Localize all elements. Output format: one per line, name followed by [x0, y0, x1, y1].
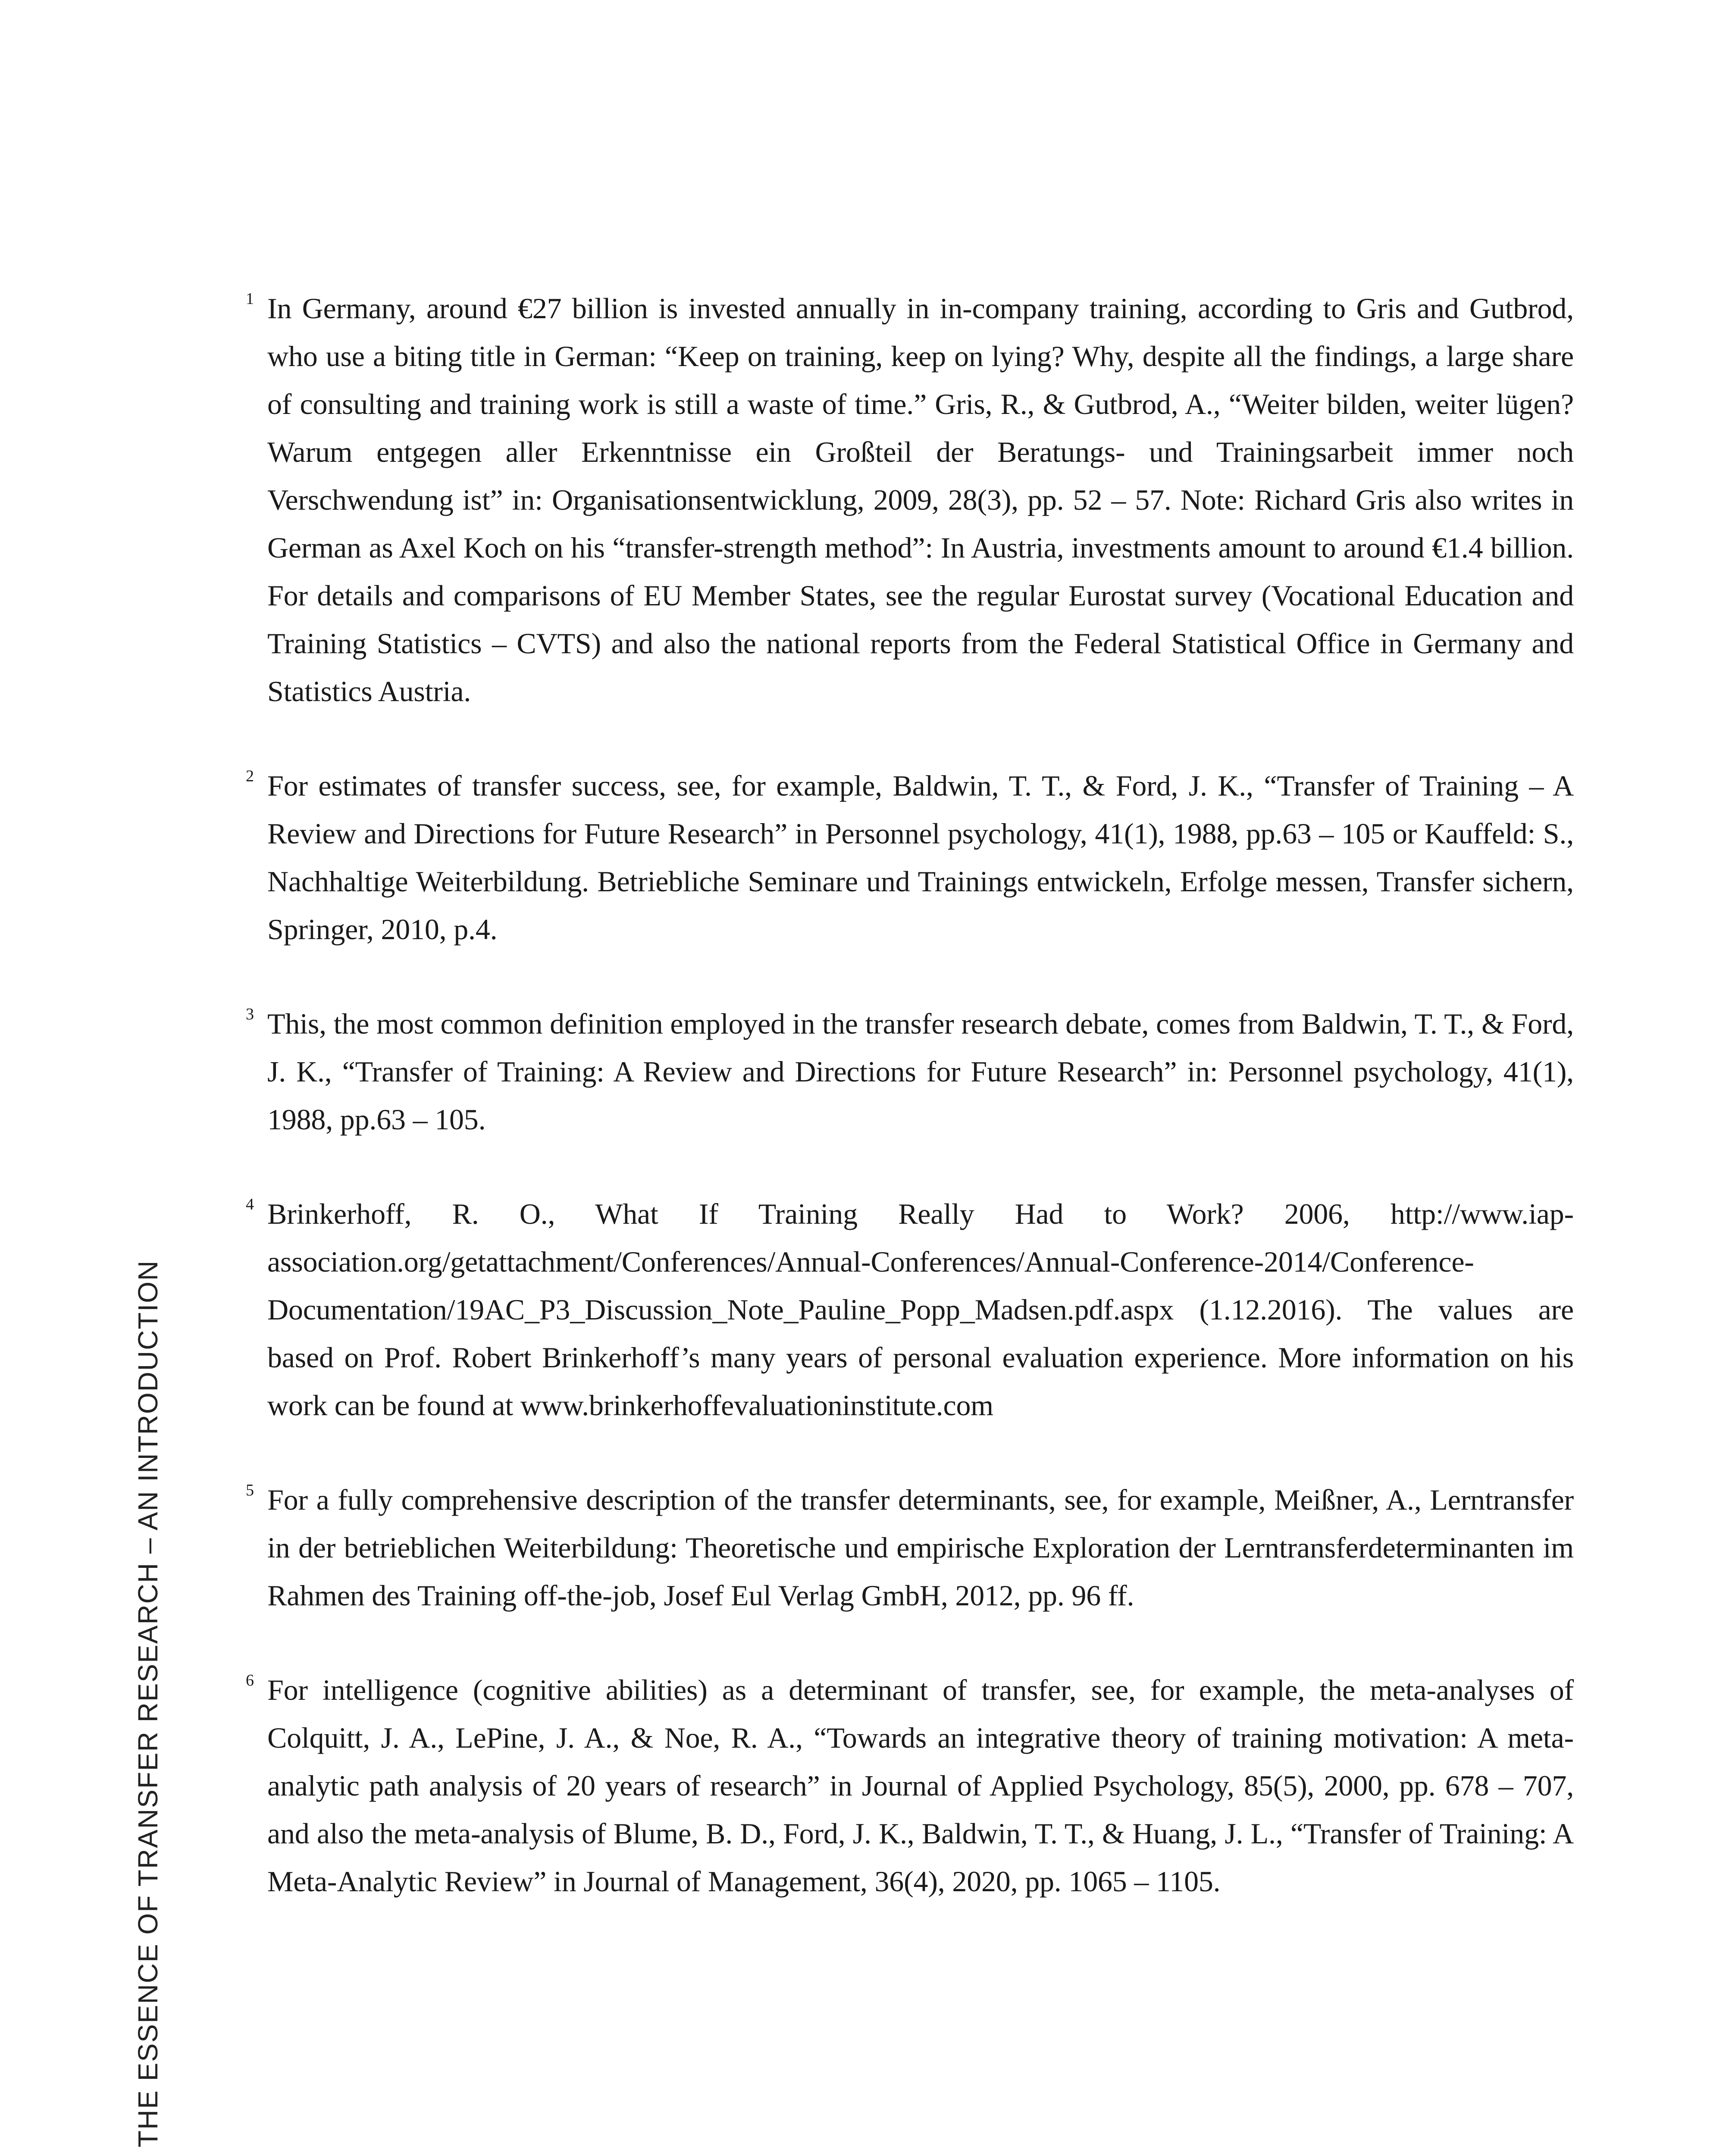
footnote-number: 4: [246, 1195, 254, 1213]
footnote-text: For intelligence (cognitive abilities) as a determinant of transfer, see, for example, the meta-analyses of Colquitt, J. A., LePine, J. A., & Noe, R. A., “Towards an integrative theory of training motivation: A meta-analytic path analysis of 20 years of research” in Journal of Applied Psychology, 85(5), 2000, pp. 678 – 707, and also the meta-analysis of Blume, B. D., Ford, J. K., Baldwin, T. T., & Huang, J. L., “Transfer of Training: A Meta-Analytic Review” in Journal of Management, 36(4), 2020, pp. 1065 – 1105.: [267, 1673, 1574, 1898]
footnote-text: For a fully comprehensive description of the transfer determinants, see, for example, Meißner, A., Lerntransfer in der betrieblichen Weiterbildung: Theoretische und empirische Exploration der Lerntransferdeterminanten im Rahmen des Training off-the-job, Josef Eul Verlag GmbH, 2012, pp. 96 ff.: [267, 1483, 1574, 1612]
footnote-1: [246, 285, 1574, 715]
footnote-number: 6: [246, 1671, 254, 1689]
footnote-text: Brinkerhoff, R. O., What If Training Really Had to Work? 2006, http://www.iap-association.org/getattachment/Conferences/Annual-Conferences/Annual-Conference-2014/Conference-Documentation/19AC_P3_Discussion_Note_Pauline_Popp_Madsen.pdf.aspx (1.12.2016). The values are based on Prof. Robert Brinkerhoff’s many years of personal evaluation experience. More information on his work can be found at www.brinkerhoffevaluationinstitute.com: [267, 1197, 1574, 1422]
footnote-text: This, the most common definition employed in the transfer research debate, comes from Baldwin, T. T., & Ford, J. K., “Transfer of Training: A Review and Directions for Future Research” in: Personnel psychology, 41(1), 1988, pp.63 – 105.: [267, 1007, 1574, 1136]
footnote-text: For estimates of transfer success, see, for example, Baldwin, T. T., & Ford, J. K., “Transfer of Training – A Review and Directions for Future Research” in Personnel psychology, 41(1), 1988, pp.63 – 105 or Kauffeld: S., Nachhaltige Weiterbildung. Betriebliche Seminare und Trainings entwickeln, Erfolge messen, Transfer sichern, Springer, 2010, p.4.: [267, 769, 1574, 946]
footnote-5: [246, 1476, 1574, 1620]
footnote-2: [246, 762, 1574, 953]
footnote-number: 3: [246, 1005, 254, 1023]
footnote-4: [246, 1190, 1574, 1429]
running-head: THE ESSENCE OF TRANSFER RESEARCH – AN INTRODUCTION: [132, 1260, 163, 2147]
footnote-number: 5: [246, 1481, 254, 1499]
footnote-6: [246, 1666, 1574, 1905]
footnote-number: 1: [246, 290, 254, 308]
footnote-text: In Germany, around €27 billion is invested annually in in-company training, according to Gris and Gutbrod, who use a biting title in German: “Keep on training, keep on lying? Why, despite all the findings, a large share of consulting and training work is still a waste of time.” Gris, R., & Gutbrod, A., “Weiter bilden, weiter lügen? Warum entgegen aller Erkenntnisse ein Großteil der Beratungs- und Trainingsarbeit immer noch Verschwendung ist” in: Organisationsentwicklung, 2009, 28(3), pp. 52 – 57. Note: Richard Gris also writes in German as Axel Koch on his “transfer-strength method”: In Austria, investments amount to around €1.4 billion. For details and comparisons of EU Member States, see the regular Eurostat survey (Vocational Education and Training Statistics – CVTS) and also the national reports from the Federal Statistical Office in Germany and Statistics Austria.: [267, 292, 1574, 708]
footnotes-list: [246, 285, 1574, 1952]
footnote-number: 2: [246, 767, 254, 785]
footnote-3: [246, 1000, 1574, 1144]
